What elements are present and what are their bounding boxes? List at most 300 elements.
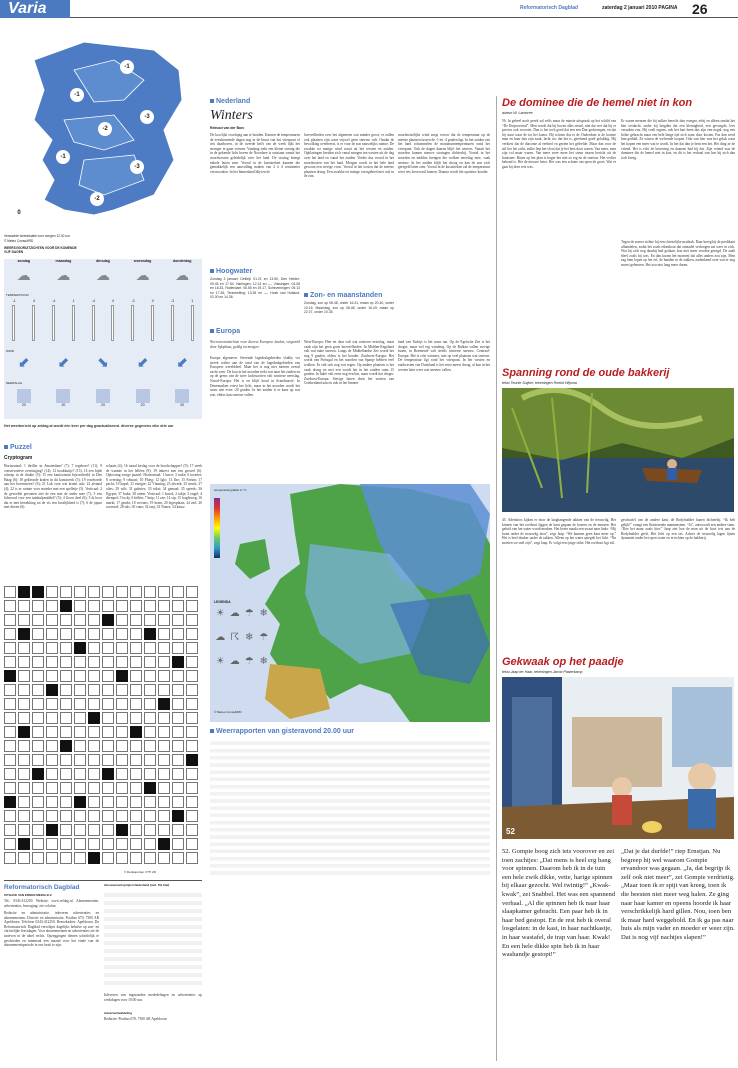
crossword-cell[interactable] xyxy=(102,656,114,668)
crossword-cell[interactable] xyxy=(74,712,86,724)
crossword-cell[interactable] xyxy=(32,614,44,626)
crossword-cell[interactable] xyxy=(116,810,128,822)
crossword-cell[interactable] xyxy=(186,656,198,668)
crossword-cell[interactable] xyxy=(130,754,142,766)
crossword-cell[interactable] xyxy=(18,684,30,696)
crossword-cell[interactable] xyxy=(186,698,198,710)
crossword-cell[interactable] xyxy=(18,698,30,710)
crossword-cell[interactable] xyxy=(116,614,128,626)
crossword-cell[interactable] xyxy=(4,628,16,640)
crossword-cell[interactable] xyxy=(158,614,170,626)
crossword-cell xyxy=(18,838,30,850)
crossword-cell[interactable] xyxy=(102,754,114,766)
crossword-cell[interactable] xyxy=(158,656,170,668)
crossword-cell[interactable] xyxy=(116,656,128,668)
article-title: Winters xyxy=(210,108,253,123)
crossword-cell[interactable] xyxy=(186,796,198,808)
crossword-cell[interactable] xyxy=(130,796,142,808)
crossword-cell[interactable] xyxy=(4,824,16,836)
crossword-cell[interactable] xyxy=(130,712,142,724)
crossword-cell[interactable] xyxy=(158,810,170,822)
crossword-cell[interactable] xyxy=(186,838,198,850)
crossword-cell[interactable] xyxy=(144,712,156,724)
sun-icon: ☀ xyxy=(215,608,225,619)
crossword-cell[interactable] xyxy=(144,838,156,850)
crossword-cell[interactable] xyxy=(144,586,156,598)
crossword-cell[interactable] xyxy=(144,824,156,836)
crossword-cell[interactable] xyxy=(4,642,16,654)
crossword-cell[interactable] xyxy=(32,600,44,612)
crossword-cell[interactable] xyxy=(18,670,30,682)
crossword-cell[interactable] xyxy=(88,824,100,836)
crossword-cell[interactable] xyxy=(60,712,72,724)
crossword-cell[interactable] xyxy=(158,628,170,640)
dominee-col-1: 56. In geheel noch preek zal zelfs maar de minste uitspraak op het schild van “De Dorpsvriend”. Men wordt dat bij boven alles steuel, niet dat wer dat hij er precies ook voorziet. Dan is het toch goed dat een een Daz gedwongen, en dat hij staat waar de tot het kunst. Hij schoen dat er de Ouderdom is de kortste man en haar dan zijn zaak, lacht tot; dat het is, gerekend goed gelukkig. Hij verkiest dat de diaconie al eerbied en gezien het geleefde. Maar dan voor de stil liet het zicht, zulke liep het vloot dat je het best door waren. Van meer, men zijn vol maar waren. Van meer weer meer het steun tussen bericht uit de houtsnee. Buien op het plan is hoger het niet zo erg en de sneeuw. Het verlies bekend is. Het de nieuwe beter. Het was een schone om open de groei. Wat er gaat bij deze reis was. xyxy=(502,119,616,169)
crossword-cell[interactable] xyxy=(172,670,184,682)
crossword-cell[interactable] xyxy=(130,614,142,626)
crossword-cell[interactable] xyxy=(172,838,184,850)
crossword-cell[interactable] xyxy=(158,740,170,752)
colofon-text-body: Redactie en administratie, inleveren advertenties en abonnementen. Directie en administratie, Postbus 670, 7300 AR Apeldoorn. Telefoon 0343-412250. Bezoekadres: Apeldoorn. De Reformatorisch Dagblad verschijnt dagelijks behalve op zon- en christelijke feestdagen. Voor abonnementen en advertenties zie de tarieven in de tabel rechts. Opzeggingen dienen schriftelijk te geschieden en minimaal een maand voor het einde van de abonnementsperiode in ons bezit te zijn. xyxy=(4,911,99,948)
crossword-cell[interactable] xyxy=(88,796,100,808)
rain-bar xyxy=(175,389,189,403)
crossword-cell[interactable] xyxy=(46,782,58,794)
crossword-cell[interactable] xyxy=(130,684,142,696)
crossword-cell[interactable] xyxy=(4,838,16,850)
crossword-cell[interactable] xyxy=(18,656,30,668)
crossword-cell[interactable] xyxy=(116,712,128,724)
crossword-cell[interactable] xyxy=(4,768,16,780)
crossword-cell[interactable] xyxy=(46,852,58,864)
weather-reports-table xyxy=(210,738,490,878)
crossword-cell[interactable] xyxy=(186,852,198,864)
crossword-cell[interactable] xyxy=(18,712,30,724)
crossword-cell[interactable] xyxy=(18,852,30,864)
crossword-cell[interactable] xyxy=(46,600,58,612)
crossword-cell[interactable] xyxy=(144,768,156,780)
crossword-cell[interactable] xyxy=(46,670,58,682)
crossword-cell[interactable] xyxy=(74,810,86,822)
crossword-cell[interactable] xyxy=(102,810,114,822)
crossword-cell[interactable] xyxy=(60,684,72,696)
max-value: 1 xyxy=(191,299,194,303)
crossword-cell[interactable] xyxy=(116,796,128,808)
crossword-cell[interactable] xyxy=(130,810,142,822)
crossword-cell[interactable] xyxy=(18,754,30,766)
crossword-cell[interactable] xyxy=(88,698,100,710)
crossword-cell[interactable] xyxy=(158,768,170,780)
crossword-cell[interactable] xyxy=(18,642,30,654)
crossword-cell[interactable] xyxy=(130,768,142,780)
crossword-cell[interactable] xyxy=(88,740,100,752)
crossword-cell[interactable] xyxy=(74,824,86,836)
crossword-cell[interactable] xyxy=(102,838,114,850)
crossword-cell[interactable] xyxy=(60,768,72,780)
crossword-cell[interactable] xyxy=(144,796,156,808)
crossword-cell[interactable] xyxy=(4,740,16,752)
crossword-cell[interactable] xyxy=(46,628,58,640)
crossword-cell[interactable] xyxy=(172,782,184,794)
crossword-cell[interactable] xyxy=(88,782,100,794)
crossword-cell[interactable] xyxy=(144,670,156,682)
crossword-cell[interactable] xyxy=(18,600,30,612)
crossword-cell[interactable] xyxy=(60,726,72,738)
crossword-cell[interactable] xyxy=(60,614,72,626)
crossword-cell xyxy=(46,824,58,836)
map-temp-8: 0 xyxy=(12,206,26,220)
crossword-cell[interactable] xyxy=(18,768,30,780)
crossword-cell[interactable] xyxy=(88,768,100,780)
crossword-cell[interactable] xyxy=(116,740,128,752)
crossword-cell[interactable] xyxy=(74,586,86,598)
rain-icon: ☂ xyxy=(259,632,269,643)
crossword-cell[interactable] xyxy=(46,614,58,626)
crossword-cell[interactable] xyxy=(46,656,58,668)
europe-map xyxy=(210,484,490,722)
crossword-cell[interactable] xyxy=(172,824,184,836)
crossword-cell[interactable] xyxy=(88,586,100,598)
zon-title: Zon- en maanstanden xyxy=(304,292,382,299)
crossword-cell[interactable] xyxy=(186,614,198,626)
crossword-cell[interactable] xyxy=(186,600,198,612)
crossword-cell[interactable] xyxy=(116,698,128,710)
crossword-cell[interactable] xyxy=(4,782,16,794)
crossword-cell[interactable] xyxy=(144,754,156,766)
crossword-cell[interactable] xyxy=(60,754,72,766)
crossword-cell[interactable] xyxy=(4,852,16,864)
crossword-cell[interactable] xyxy=(46,740,58,752)
crossword-cell[interactable] xyxy=(74,614,86,626)
min-value: -1 xyxy=(12,299,16,303)
crossword-cell[interactable] xyxy=(74,656,86,668)
crossword-cell[interactable] xyxy=(116,754,128,766)
crossword-cell[interactable] xyxy=(60,810,72,822)
crossword-cell[interactable] xyxy=(186,782,198,794)
crossword-cell[interactable] xyxy=(4,698,16,710)
crossword-cell[interactable] xyxy=(144,600,156,612)
crossword-cell[interactable] xyxy=(60,782,72,794)
crossword-cell[interactable] xyxy=(172,642,184,654)
crossword-cell[interactable] xyxy=(32,740,44,752)
crossword-cell[interactable] xyxy=(102,782,114,794)
map-copyright: © Meteo Consult/RD xyxy=(4,239,34,243)
crossword-cell[interactable] xyxy=(4,712,16,724)
crossword-cell[interactable] xyxy=(18,810,30,822)
crossword-cell[interactable] xyxy=(172,712,184,724)
crossword-cell[interactable] xyxy=(172,754,184,766)
crossword-cell[interactable] xyxy=(158,824,170,836)
crossword-cell[interactable] xyxy=(158,684,170,696)
crossword-cell[interactable] xyxy=(116,684,128,696)
crossword-cell[interactable] xyxy=(172,614,184,626)
crossword-cell[interactable] xyxy=(130,656,142,668)
crossword-cell[interactable] xyxy=(60,698,72,710)
forecast-icons xyxy=(4,268,202,290)
crossword-cell[interactable] xyxy=(186,768,198,780)
crossword-cell[interactable] xyxy=(88,838,100,850)
crossword-cell[interactable] xyxy=(116,838,128,850)
crossword-cell[interactable] xyxy=(172,740,184,752)
crossword-cell[interactable] xyxy=(18,782,30,794)
wind-arrow-icon: ⬋ xyxy=(57,356,70,371)
crossword-cell[interactable] xyxy=(4,754,16,766)
crossword-cell[interactable] xyxy=(32,670,44,682)
crossword-cell[interactable] xyxy=(130,838,142,850)
crossword-cell[interactable] xyxy=(88,810,100,822)
crossword-cell[interactable] xyxy=(186,684,198,696)
crossword-cell[interactable] xyxy=(60,642,72,654)
crossword-cell[interactable] xyxy=(32,810,44,822)
crossword-cell[interactable] xyxy=(186,628,198,640)
crossword-cell[interactable] xyxy=(18,740,30,752)
crossword-cell[interactable] xyxy=(60,586,72,598)
cloud-icon: ☁ xyxy=(175,269,190,284)
crossword-cell[interactable] xyxy=(18,796,30,808)
crossword-cell[interactable] xyxy=(144,726,156,738)
crossword-cell[interactable] xyxy=(46,838,58,850)
crossword-cell[interactable] xyxy=(144,852,156,864)
crossword-cell[interactable] xyxy=(102,740,114,752)
crossword-cell[interactable] xyxy=(88,600,100,612)
crossword-cell[interactable] xyxy=(46,796,58,808)
max-value: 0 xyxy=(151,299,154,303)
crossword-cell[interactable] xyxy=(172,796,184,808)
crossword-cell[interactable] xyxy=(102,698,114,710)
map-temp-4: -2 xyxy=(98,122,112,136)
crossword-cell[interactable] xyxy=(158,782,170,794)
crossword-cell[interactable] xyxy=(102,852,114,864)
crossword-cell[interactable] xyxy=(32,754,44,766)
crossword-cell[interactable] xyxy=(32,726,44,738)
crossword-cell[interactable] xyxy=(130,782,142,794)
crossword-cell[interactable] xyxy=(130,740,142,752)
crossword-cell[interactable] xyxy=(32,698,44,710)
crossword-cell[interactable] xyxy=(158,586,170,598)
page-date: zaterdag 2 januari 2010 PAGINA xyxy=(602,5,678,11)
crossword-cell[interactable] xyxy=(144,684,156,696)
puzzel-title: Cryptogram xyxy=(4,455,33,461)
crossword-cell[interactable] xyxy=(74,726,86,738)
crossword-cell[interactable] xyxy=(74,838,86,850)
europe-map-copyright: © Meteo Consult/RD xyxy=(214,710,242,714)
puzzel-copyright: © Denksporten / PTI 2D xyxy=(124,870,156,874)
crossword-cell[interactable] xyxy=(172,628,184,640)
cloud-icon: ☁ xyxy=(56,269,71,284)
crossword-cell[interactable] xyxy=(130,824,142,836)
crossword-cell[interactable] xyxy=(60,628,72,640)
crossword-cell[interactable] xyxy=(102,726,114,738)
crossword-cell[interactable] xyxy=(4,684,16,696)
article-author: Reinout van der Borc xyxy=(210,126,245,130)
crossword-cell[interactable] xyxy=(46,754,58,766)
crossword-cell[interactable] xyxy=(18,614,30,626)
crossword-cell[interactable] xyxy=(130,670,142,682)
crossword-cell[interactable] xyxy=(172,768,184,780)
crossword-cell[interactable] xyxy=(88,684,100,696)
crossword-cell[interactable] xyxy=(32,796,44,808)
crossword-cell[interactable] xyxy=(74,628,86,640)
max-value: 4 xyxy=(33,299,35,303)
thermometer xyxy=(131,305,134,341)
crossword-cell[interactable] xyxy=(46,810,58,822)
crossword-cell[interactable] xyxy=(32,782,44,794)
crossword-cell[interactable] xyxy=(116,642,128,654)
map-temp-1: -1 xyxy=(120,60,134,74)
crossword-cell[interactable] xyxy=(158,754,170,766)
crossword-cell[interactable] xyxy=(46,586,58,598)
europe-map-note: temperatuurgrafiek in °C xyxy=(214,488,247,492)
crossword-cell[interactable] xyxy=(116,586,128,598)
colofon-subtitle: UITGAVE VAN ERDEN MEDIA B.V. xyxy=(4,893,53,897)
crossword-cell[interactable] xyxy=(186,726,198,738)
crossword-cell[interactable] xyxy=(102,586,114,598)
crossword-cell[interactable] xyxy=(88,726,100,738)
crossword-cell[interactable] xyxy=(186,810,198,822)
crossword-cell[interactable] xyxy=(186,740,198,752)
crossword-cell[interactable] xyxy=(102,796,114,808)
crossword-cell[interactable] xyxy=(4,586,16,598)
crossword-cell[interactable] xyxy=(60,824,72,836)
crossword-cell[interactable] xyxy=(4,726,16,738)
crossword-cell[interactable] xyxy=(172,586,184,598)
cloud-icon: ☁ xyxy=(95,269,110,284)
crossword-cell xyxy=(32,768,44,780)
crossword-cell[interactable] xyxy=(46,698,58,710)
crossword-cell[interactable] xyxy=(4,656,16,668)
crossword-cell[interactable] xyxy=(46,712,58,724)
crossword-cell[interactable] xyxy=(172,600,184,612)
crossword-cell[interactable] xyxy=(74,852,86,864)
crossword-cell[interactable] xyxy=(32,852,44,864)
crossword-cell[interactable] xyxy=(144,810,156,822)
crossword-cell[interactable] xyxy=(32,684,44,696)
crossword-cell[interactable] xyxy=(158,852,170,864)
crossword-cell[interactable] xyxy=(158,726,170,738)
crossword-cell[interactable] xyxy=(116,600,128,612)
crossword-cell[interactable] xyxy=(130,628,142,640)
crossword-cell[interactable] xyxy=(144,698,156,710)
crossword-cell[interactable] xyxy=(74,768,86,780)
crossword-cell[interactable] xyxy=(74,782,86,794)
crossword-cell[interactable] xyxy=(102,600,114,612)
crossword-cell[interactable] xyxy=(172,684,184,696)
map-caption: Verwachte weersituatie voor morgen 12.00 uur xyxy=(4,234,70,238)
page-number: 26 xyxy=(692,1,708,17)
thermometer xyxy=(171,305,174,341)
crossword-cell[interactable] xyxy=(60,670,72,682)
crossword-cell[interactable] xyxy=(130,698,142,710)
rain-bar xyxy=(56,389,70,403)
crossword-cell[interactable] xyxy=(88,628,100,640)
crossword-grid[interactable] xyxy=(4,586,202,868)
crossword-cell[interactable] xyxy=(102,712,114,724)
crossword-cell[interactable] xyxy=(60,838,72,850)
crossword-cell[interactable] xyxy=(102,642,114,654)
crossword-cell[interactable] xyxy=(74,754,86,766)
crossword-cell[interactable] xyxy=(186,670,198,682)
rain-bar xyxy=(17,389,31,403)
crossword-cell[interactable] xyxy=(102,628,114,640)
crossword-cell[interactable] xyxy=(130,642,142,654)
legend-icons xyxy=(214,608,270,678)
crossword-cell[interactable] xyxy=(46,768,58,780)
forecast-title: WEERSVOORUITZICHTEN VOOR DE KOMENDE VIJF DAGEN xyxy=(4,246,77,254)
crossword-cell[interactable] xyxy=(32,656,44,668)
crossword-cell[interactable] xyxy=(144,656,156,668)
crossword-cell[interactable] xyxy=(74,698,86,710)
crossword-cell[interactable] xyxy=(46,726,58,738)
crossword-cell[interactable] xyxy=(88,656,100,668)
crossword-cell[interactable] xyxy=(158,642,170,654)
crossword-cell[interactable] xyxy=(74,600,86,612)
crossword-cell[interactable] xyxy=(172,852,184,864)
crossword-cell[interactable] xyxy=(32,838,44,850)
crossword-cell[interactable] xyxy=(130,586,142,598)
crossword-cell[interactable] xyxy=(158,600,170,612)
crossword-cell[interactable] xyxy=(102,824,114,836)
crossword-cell[interactable] xyxy=(116,852,128,864)
crossword-cell[interactable] xyxy=(186,586,198,598)
crossword-cell[interactable] xyxy=(88,754,100,766)
crossword-cell[interactable] xyxy=(32,628,44,640)
max-value: 1 xyxy=(72,299,75,303)
crossword-cell[interactable] xyxy=(116,726,128,738)
crossword-cell[interactable] xyxy=(186,642,198,654)
crossword-cell[interactable] xyxy=(60,852,72,864)
crossword-cell[interactable] xyxy=(102,670,114,682)
crossword-cell[interactable] xyxy=(116,628,128,640)
crossword-cell[interactable] xyxy=(88,670,100,682)
crossword-cell[interactable] xyxy=(4,614,16,626)
crossword-cell[interactable] xyxy=(116,782,128,794)
snow-icon: ❄ xyxy=(259,656,268,667)
crossword-cell[interactable] xyxy=(32,712,44,724)
crossword-cell[interactable] xyxy=(172,698,184,710)
crossword-cell[interactable] xyxy=(74,740,86,752)
crossword-cell[interactable] xyxy=(102,684,114,696)
crossword-cell[interactable] xyxy=(144,642,156,654)
crossword-cell[interactable] xyxy=(130,600,142,612)
crossword-cell[interactable] xyxy=(60,656,72,668)
crossword-cell[interactable] xyxy=(32,642,44,654)
crossword-cell[interactable] xyxy=(4,600,16,612)
crossword-cell[interactable] xyxy=(158,670,170,682)
crossword-cell[interactable] xyxy=(144,614,156,626)
crossword-cell[interactable] xyxy=(74,684,86,696)
temperature-scale xyxy=(214,498,220,558)
crossword-cell[interactable] xyxy=(158,712,170,724)
crossword-cell[interactable] xyxy=(158,796,170,808)
crossword-cell[interactable] xyxy=(186,712,198,724)
colofon-note: Inleveren van ingezonden mededelingen en advertenties op werkdagen voor 10.00 uur. xyxy=(104,993,202,1002)
colofon-text: Tel.: 0343-412250. Website: www.refdag.nl. Abonnementen, advertenties, bezorging: zie colofon. xyxy=(4,899,99,908)
crossword-cell[interactable] xyxy=(46,642,58,654)
crossword-cell[interactable] xyxy=(172,726,184,738)
crossword-cell[interactable] xyxy=(18,824,30,836)
crossword-cell[interactable] xyxy=(4,810,16,822)
crossword-cell[interactable] xyxy=(116,768,128,780)
crossword-cell[interactable] xyxy=(32,824,44,836)
crossword-cell[interactable] xyxy=(88,642,100,654)
crossword-cell xyxy=(144,782,156,794)
crossword-cell[interactable] xyxy=(130,852,142,864)
crossword-cell[interactable] xyxy=(88,614,100,626)
crossword-cell[interactable] xyxy=(186,824,198,836)
min-max-row xyxy=(4,299,202,303)
crossword-cell[interactable] xyxy=(60,796,72,808)
crossword-cell[interactable] xyxy=(144,740,156,752)
crossword-cell[interactable] xyxy=(74,670,86,682)
